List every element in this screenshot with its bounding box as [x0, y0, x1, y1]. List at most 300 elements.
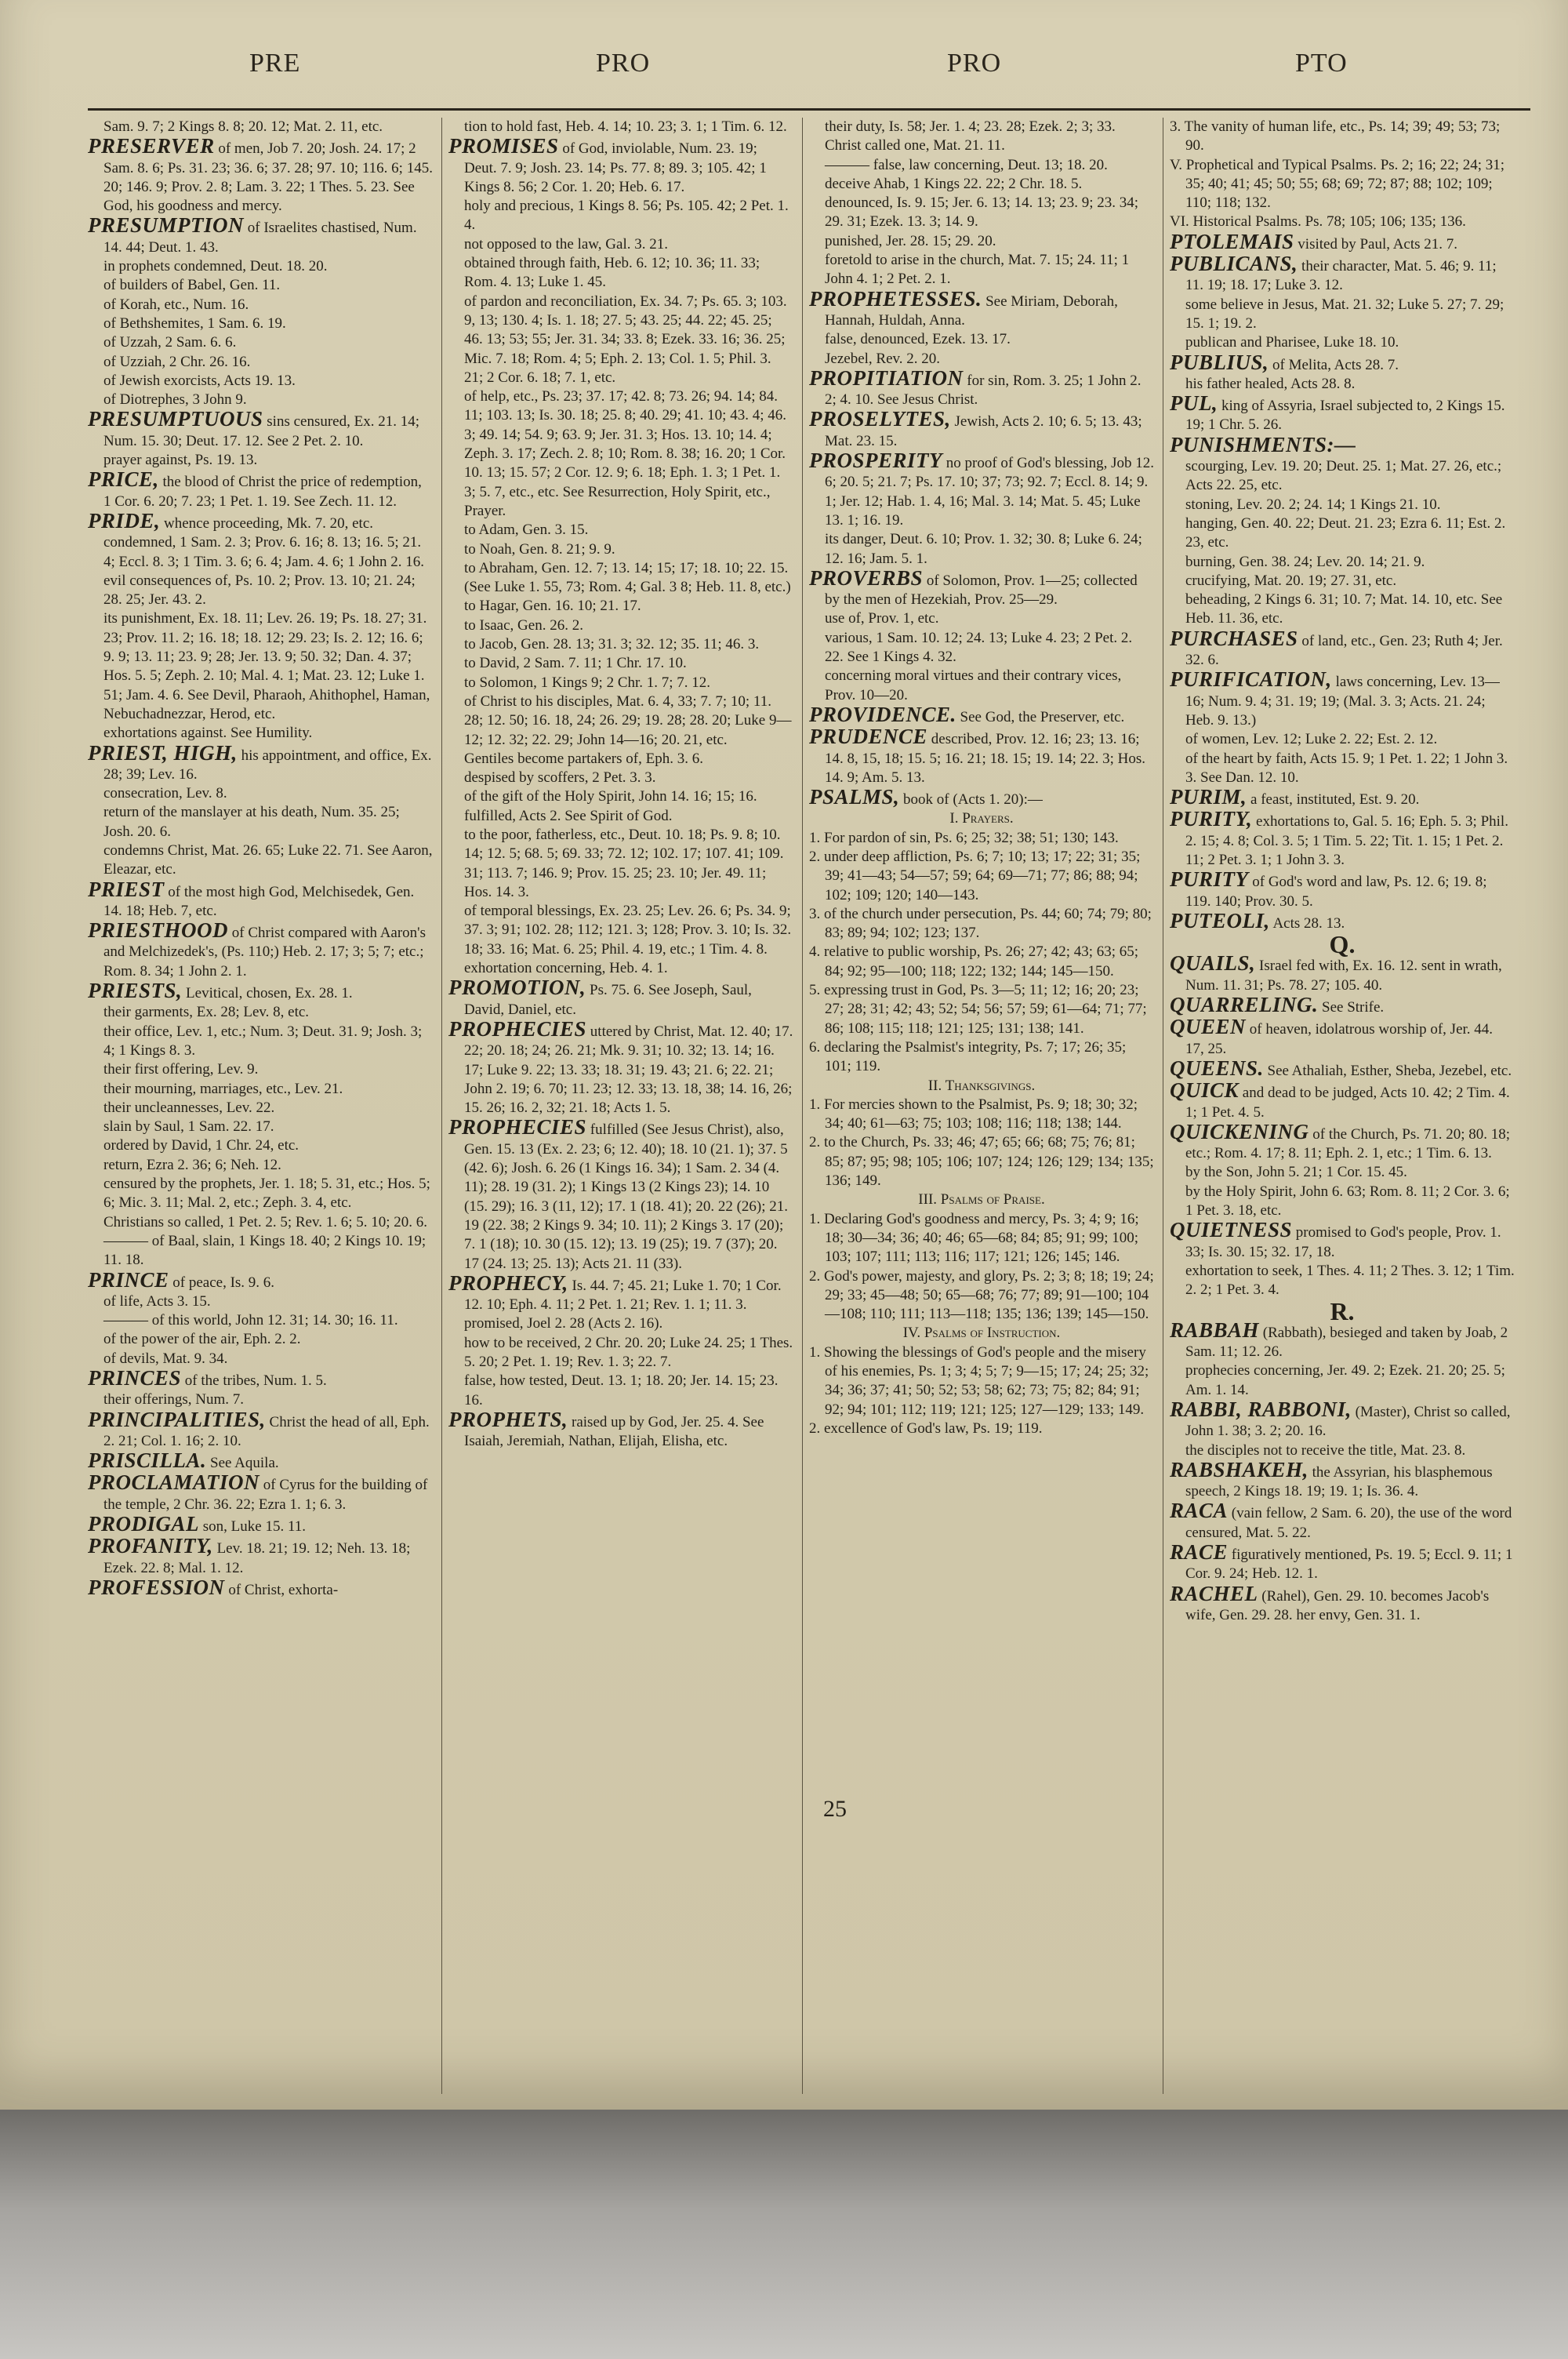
- entry-text: 3. of the church under persecution, Ps. 44; 60; 74; 79; 80; 83; 89; 94; 102; 123; 137.: [809, 905, 1152, 942]
- entry-text: 4. relative to public worship, Ps. 26; 27; 42; 43; 63; 65; 84; 92; 95—100; 118; 122; 132; 144; 145—150.: [809, 943, 1139, 980]
- entry-text: IV. Psalms of Instruction.: [902, 1325, 1061, 1342]
- subentry: [448, 1314, 793, 1333]
- index-entry: [1170, 1581, 1515, 1626]
- index-entry: [809, 286, 1154, 331]
- entry-keyword: PRIEST: [88, 877, 165, 901]
- entry-text: some believe in Jesus, Mat. 21. 32; Luke 5. 27; 7. 29; 15. 1; 19. 2.: [1185, 296, 1504, 332]
- entry-text: slain by Saul, 1 Sam. 22. 17.: [103, 1118, 274, 1136]
- subentry: [448, 235, 793, 254]
- index-entry: [809, 1419, 1154, 1438]
- entry-text: false, denounced, Ezek. 13. 17.: [825, 331, 1011, 348]
- entry-keyword: QUIETNESS: [1170, 1218, 1293, 1242]
- entry-keyword: PROFESSION: [88, 1575, 225, 1599]
- entry-text: ——— false, law concerning, Deut. 13; 18. 20.: [825, 156, 1108, 173]
- subentry: [448, 1372, 793, 1410]
- entry-text: See Aquila.: [206, 1455, 279, 1472]
- entry-text: promised to God's people, Prov. 1. 33; Is. 30. 15; 32. 17, 18.: [1185, 1224, 1501, 1260]
- entry-text: fulfilled (See Jesus Christ), also, Gen. 15. 13 (Ex. 2. 23; 6; 12. 40); 18. 10 (21. 1); 37. 5 (42. 6); Josh. 6. 26 (1 Kings 16. 34); 1 Sam. 2. 34 (4. 11); 28. 19 (31. 2); 1 Kings 13 (2 Kings 23); 14. 10 (15. 29); 16. 3 (11, 12); 17. 1 (18. 41); 20. 22 (26); 21. 19 (22. 38; 2 Kings 9. 34; 10. 11); 2 Kings 3. 17 (20); 7. 1 (18); 10. 30 (15. 12); 13. 19 (25); 19. 7 (37); 20. 17 (24. 13; 25. 13); Acts 21. 11 (33).: [464, 1121, 789, 1272]
- entry-keyword: PROPITIATION: [809, 365, 964, 390]
- entry-keyword: PROVIDENCE.: [809, 702, 956, 726]
- subentry: [1170, 1262, 1515, 1300]
- entry-text: to Hagar, Gen. 16. 10; 21. 17.: [464, 598, 641, 615]
- entry-text: evil consequences of, Ps. 10. 2; Prov. 13. 10; 21. 24; 28. 25; Jer. 43. 2.: [103, 572, 416, 609]
- index-entry: [88, 918, 433, 981]
- entry-text: of Christ, exhorta-: [224, 1581, 339, 1598]
- subentry: [88, 296, 433, 314]
- running-head-4: PTO: [1295, 49, 1348, 78]
- entry-text: to David, 2 Sam. 7. 11; 1 Chr. 17. 10.: [464, 655, 687, 672]
- index-entry: [1170, 118, 1515, 156]
- entry-text: 2. to the Church, Ps. 33; 46; 47; 65; 66; 68; 75; 76; 81; 85; 87; 95; 98; 105; 106; 107; 124; 126; 129; 134; 135; 136; 149.: [809, 1134, 1154, 1190]
- subentry: [88, 1311, 433, 1330]
- index-entry: [448, 1115, 793, 1273]
- index-entry: [809, 451, 1154, 530]
- index-column-3: [809, 118, 1154, 2102]
- index-entry: [448, 1407, 793, 1452]
- index-entry: [1170, 391, 1515, 435]
- entry-keyword: QUARRELING.: [1170, 993, 1319, 1017]
- section-heading: [809, 1324, 1154, 1343]
- entry-keyword: PRICE,: [88, 467, 159, 492]
- entry-keyword: PRODIGAL: [88, 1512, 200, 1536]
- index-entry: [1170, 951, 1515, 995]
- subentry: [88, 1232, 433, 1270]
- index-entry: [809, 1343, 1154, 1419]
- subentry: [809, 609, 1154, 628]
- entry-keyword: QUICKENING: [1170, 1119, 1309, 1143]
- index-entry: [809, 409, 1154, 451]
- index-entry: [1170, 1400, 1515, 1441]
- index-entry: [448, 1016, 793, 1118]
- running-head-3: PRO: [947, 49, 1002, 78]
- subentry: [448, 597, 793, 616]
- entry-text: false, how tested, Deut. 13. 1; 18. 20; Jer. 14. 15; 23. 16.: [464, 1372, 779, 1408]
- subentry: [809, 156, 1154, 175]
- section-heading: [809, 1190, 1154, 1209]
- entry-text: holy and precious, 1 Kings 8. 56; Ps. 105. 42; 2 Pet. 1. 4.: [464, 198, 789, 234]
- index-entry: [809, 981, 1154, 1038]
- subentry: [1170, 730, 1515, 749]
- entry-text: stoning, Lev. 20. 2; 24. 14; 1 Kings 21. 10.: [1185, 496, 1441, 513]
- entry-text: 2. excellence of God's law, Ps. 19; 119.: [809, 1419, 1043, 1437]
- entry-text: Ps. 75. 6. See Joseph, Saul, David, Daniel, etc.: [464, 982, 752, 1018]
- entry-text: of the power of the air, Eph. 2. 2.: [103, 1331, 301, 1348]
- entry-text: 1. Declaring God's goodness and mercy, Ps. 3; 4; 9; 16; 18; 30—34; 36; 40; 46; 65—68; 84; 85; 91; 99; 100; 103; 107; 111; 113; 116; 117; 121; 126; 145; 146.: [809, 1210, 1139, 1266]
- subentry: [448, 692, 793, 750]
- entry-text: of land, etc., Gen. 23; Ruth 4; Jer. 32. 6.: [1185, 632, 1503, 669]
- entry-text: of Korah, etc., Num. 16.: [103, 296, 249, 313]
- subentry: [1170, 1163, 1515, 1182]
- index-entry: [88, 740, 433, 785]
- index-entry: [1170, 809, 1515, 870]
- entry-text: of devils, Mat. 9. 34.: [103, 1350, 228, 1367]
- entry-keyword: QUEENS.: [1170, 1056, 1264, 1080]
- subentry: [448, 674, 793, 692]
- subentry: [88, 1023, 433, 1061]
- subentry: [448, 293, 793, 387]
- entry-text: 1. For pardon of sin, Ps. 6; 25; 32; 38; 51; 130; 143.: [809, 829, 1119, 846]
- column-divider: [802, 118, 803, 2094]
- entry-text: obtained through faith, Heb. 6. 12; 10. 36; 11. 33; Rom. 4. 13; Luke 1. 45.: [464, 255, 760, 291]
- subentry: [809, 136, 1154, 155]
- entry-text: the Assyrian, his blasphemous speech, 2 Kings 18. 19; 19. 1; Is. 36. 4.: [1185, 1463, 1493, 1500]
- index-entry: [809, 1096, 1154, 1134]
- entry-keyword: PRESUMPTUOUS: [88, 407, 263, 431]
- entry-text: of peace, Is. 9. 6.: [169, 1274, 275, 1291]
- subentry: [1170, 750, 1515, 788]
- index-entry: [1170, 350, 1515, 375]
- subentry: [88, 1213, 433, 1232]
- entry-text: Sam. 9. 7; 2 Kings 8. 8; 20. 12; Mat. 2. 11, etc.: [103, 118, 383, 135]
- entry-text: of Christ compared with Aaron's and Melchizedek's, (Ps. 110;) Heb. 2. 17; 3; 5; 7; etc.; Rom. 8. 34; 1 John 2. 1.: [103, 925, 426, 980]
- index-entry: [809, 787, 1154, 809]
- index-entry: [88, 467, 433, 511]
- entry-text: of pardon and reconciliation, Ex. 34. 7; Ps. 65. 3; 103. 9, 13; 130. 4; Is. 1. 18; 27. 5; 43. 25; 44. 22; 45. 25; 46. 13; 53; 55; Jer. 31. 34; 33. 8; Ezek. 33. 16; 36. 25; Mic. 7. 18; Rom. 4; 5; Eph. 2. 13; Col. 1. 5; Phil. 3. 21; 2 Cor. 6. 18; 7. 1, etc.: [464, 293, 787, 386]
- entry-text: prayer against, Ps. 19. 13.: [103, 452, 258, 469]
- entry-text: Lev. 18. 21; 19. 12; Neh. 13. 18; Ezek. 22. 8; Mal. 1. 12.: [103, 1540, 411, 1576]
- subentry: [448, 559, 793, 598]
- entry-text: by the Holy Spirit, John 6. 63; Rom. 8. 11; 2 Cor. 3. 6; 1 Pet. 3. 18, etc.: [1185, 1183, 1510, 1219]
- index-entry: [1170, 667, 1515, 730]
- entry-text: to Isaac, Gen. 26. 2.: [464, 616, 583, 634]
- entry-text: 2. God's power, majesty, and glory, Ps. 2; 3; 8; 18; 19; 24; 29; 33; 45—48; 50; 65—68; 76; 77; 89; 91—100; 104—108; 110; 111; 113—118; 135; 136; 139; 145—150.: [809, 1267, 1154, 1323]
- entry-text: of Bethshemites, 1 Sam. 6. 19.: [103, 314, 286, 332]
- entry-text: exhortations to, Gal. 5. 16; Eph. 5. 3; Phil. 2. 15; 4. 8; Col. 3. 5; 1 Tim. 5. 22; Tit. 1. 15; 1 Pet. 2. 11; 2 Pet. 3. 1; 1 John 3. 3.: [1185, 813, 1508, 868]
- subentry: [88, 1003, 433, 1022]
- page-number: 25: [823, 1796, 847, 1822]
- entry-keyword: PUTEOLI,: [1170, 908, 1270, 932]
- entry-text: their uncleannesses, Lev. 22.: [103, 1099, 275, 1116]
- index-column-1: [88, 118, 433, 2102]
- subentry: [88, 841, 433, 880]
- entry-text: condemns Christ, Mat. 26. 65; Luke 22. 71. See Aaron, Eleazar, etc.: [103, 841, 433, 878]
- entry-text: (vain fellow, 2 Sam. 6. 20), the use of the word censured, Mat. 5. 22.: [1185, 1505, 1512, 1541]
- section-heading: [809, 809, 1154, 828]
- subentry: [448, 826, 793, 902]
- index-entry: [809, 1210, 1154, 1267]
- entry-text: of life, Acts 3. 15.: [103, 1292, 211, 1310]
- entry-text: Q.: [1329, 930, 1356, 959]
- subentry: [88, 1060, 433, 1079]
- entry-keyword: PSALMS,: [809, 785, 900, 809]
- entry-text: consecration, Lev. 8.: [103, 785, 227, 802]
- entry-text: of women, Lev. 12; Luke 2. 22; Est. 2. 12.: [1185, 731, 1438, 748]
- entry-keyword: PROPHECY,: [448, 1270, 568, 1295]
- subentry: [1170, 496, 1515, 514]
- entry-text: of the Church, Ps. 71. 20; 80. 18; etc.; Rom. 4. 17; 8. 11; Eph. 2. 1, etc.; 1 Tim. 6. 13.: [1185, 1125, 1511, 1162]
- entry-text: use of, Prov. 1, etc.: [825, 610, 939, 627]
- subentry: [88, 372, 433, 391]
- entry-keyword: RABBAH: [1170, 1318, 1260, 1342]
- entry-text: of Uzzah, 2 Sam. 6. 6.: [103, 334, 237, 351]
- subentry: [809, 530, 1154, 569]
- header-rule: [88, 108, 1530, 111]
- index-entry: [88, 409, 433, 451]
- index-entry: [88, 1267, 433, 1292]
- index-entry: [448, 1270, 793, 1315]
- entry-keyword: QUAILS,: [1170, 951, 1256, 976]
- entry-text: Is. 44. 7; 45. 21; Luke 1. 70; 1 Cor. 12. 10; Eph. 4. 11; 2 Pet. 1. 21; Rev. 1. 1; 11. 3.: [464, 1277, 782, 1314]
- entry-keyword: QUEEN: [1170, 1015, 1247, 1039]
- entry-keyword: RABSHAKEH,: [1170, 1457, 1308, 1481]
- entry-keyword: QUICK: [1170, 1078, 1240, 1103]
- entry-keyword: PUBLIUS,: [1170, 350, 1269, 374]
- entry-keyword: PURCHASES: [1170, 626, 1298, 650]
- entry-keyword: PROFANITY,: [88, 1534, 213, 1558]
- entry-text: his father healed, Acts 28. 8.: [1185, 375, 1356, 392]
- entry-text: exhortation to seek, 1 Thes. 4. 11; 2 Thes. 3. 12; 1 Tim. 2. 2; 1 Pet. 3. 4.: [1185, 1262, 1515, 1299]
- running-head-2: PRO: [596, 49, 651, 78]
- index-entry: [88, 136, 433, 216]
- subentry: [1170, 553, 1515, 572]
- subentry: [448, 540, 793, 559]
- entry-text: foretold to arise in the church, Mat. 7. 15; 24. 11; 1 John 4. 1; 2 Pet. 2. 1.: [825, 252, 1130, 288]
- entry-text: whence proceeding, Mk. 7. 20, etc.: [160, 514, 373, 532]
- index-entry: [88, 981, 433, 1003]
- entry-text: of Jewish exorcists, Acts 19. 13.: [103, 372, 296, 389]
- subentry: [809, 629, 1154, 667]
- entry-text: to Jacob, Gen. 28. 13; 31. 3; 32. 12; 35. 11; 46. 3.: [464, 636, 760, 653]
- entry-keyword: PUNISHMENTS:—: [1170, 432, 1356, 456]
- index-column-4: [1170, 118, 1515, 2102]
- entry-text: prophecies concerning, Jer. 49. 2; Ezek. 21. 20; 25. 5; Am. 1. 14.: [1185, 1362, 1505, 1398]
- entry-text: of God's word and law, Ps. 12. 6; 19. 8; 119. 140; Prov. 30. 5.: [1185, 874, 1487, 910]
- index-entry: [88, 1514, 433, 1536]
- entry-keyword: PRESERVER: [88, 134, 215, 158]
- entry-text: Christians so called, 1 Pet. 2. 5; Rev. 1. 6; 5. 10; 20. 6.: [103, 1213, 428, 1230]
- entry-text: See Athaliah, Esther, Sheba, Jezebel, etc.: [1263, 1062, 1512, 1079]
- entry-text: scourging, Lev. 19. 20; Deut. 25. 1; Mat. 27. 26, etc.; Acts 22. 25, etc.: [1185, 458, 1502, 494]
- index-entry: [1170, 1501, 1515, 1543]
- entry-text: of temporal blessings, Ex. 23. 25; Lev. 26. 6; Ps. 34. 9; 37. 3; 91; 102. 28; 112; 121. 3; 128; Prov. 3. 10; Is. 32. 18; 33. 16; Mat. 6. 25; Phil. 4. 19, etc.; 1 Tim. 4. 8.: [464, 903, 792, 958]
- entry-keyword: RACE: [1170, 1540, 1229, 1565]
- entry-text: tion to hold fast, Heb. 4. 14; 10. 23; 3. 1; 1 Tim. 6. 12.: [464, 118, 787, 135]
- entry-keyword: PRIDE,: [88, 508, 161, 533]
- entry-keyword: PRINCIPALITIES,: [88, 1407, 266, 1431]
- entry-text: their garments, Ex. 28; Lev. 8, etc.: [103, 1004, 310, 1021]
- entry-keyword: PRIESTS,: [88, 979, 183, 1003]
- entry-text: of builders of Babel, Gen. 11.: [103, 277, 281, 294]
- index-entry: [809, 1038, 1154, 1077]
- entry-text: his appointment, and office, Ex. 28; 39; Lev. 16.: [103, 747, 432, 783]
- entry-text: visited by Paul, Acts 21. 7.: [1294, 235, 1458, 253]
- entry-text: its danger, Deut. 6. 10; Prov. 1. 32; 30. 8; Luke 6. 24; 12. 16; Jam. 5. 1.: [825, 531, 1142, 567]
- index-entry: [1170, 1056, 1515, 1081]
- section-heading: [809, 1077, 1154, 1096]
- entry-keyword: PROPHETS,: [448, 1407, 568, 1431]
- entry-text: how to be received, 2 Chr. 20. 20; Luke 24. 25; 1 Thes. 5. 20; 2 Pet. 1. 19; Rev. 1. 3; 22. 7.: [464, 1334, 793, 1370]
- background-surface: [0, 2110, 1568, 2359]
- subentry: [448, 387, 793, 521]
- entry-keyword: PRESUMPTION: [88, 213, 245, 238]
- index-entry: [1170, 1540, 1515, 1584]
- entry-text: Jewish, Acts 2. 10; 6. 5; 13. 43; Mat. 23. 15.: [825, 413, 1142, 449]
- entry-text: for sin, Rom. 3. 25; 1 John 2. 2; 4. 10. See Jesus Christ.: [825, 372, 1142, 409]
- running-head-1: PRE: [249, 49, 301, 78]
- entry-keyword: PROMOTION,: [448, 976, 586, 1000]
- entry-text: concerning moral virtues and their contrary vices, Prov. 10—20.: [825, 667, 1122, 703]
- index-entry: [1170, 1078, 1515, 1122]
- entry-keyword: RACHEL: [1170, 1581, 1258, 1605]
- entry-text: VI. Historical Psalms. Ps. 78; 105; 106; 135; 136.: [1170, 213, 1466, 231]
- subentry: [88, 333, 433, 352]
- entry-keyword: PROPHETESSES.: [809, 286, 982, 311]
- entry-keyword: PURITY,: [1170, 807, 1253, 831]
- entry-keyword: PRUDENCE: [809, 725, 928, 749]
- subentry: [88, 609, 433, 724]
- subentry: [809, 194, 1154, 232]
- index-entry: [88, 1366, 433, 1390]
- subentry: [88, 1156, 433, 1175]
- entry-keyword: PROPHECIES: [448, 1016, 587, 1041]
- index-column-2: [448, 118, 793, 2102]
- entry-text: exhortations against. See Humility.: [103, 725, 313, 742]
- index-entry: [1170, 626, 1515, 671]
- entry-text: son, Luke 15. 11.: [199, 1518, 306, 1536]
- entry-text: Israel fed with, Ex. 16. 12. sent in wrath, Num. 11. 31; Ps. 78. 27; 105. 40.: [1185, 958, 1502, 994]
- entry-text: described, Prov. 12. 16; 23; 13. 16; 14. 8, 15, 18; 15. 5; 16. 21; 18. 15; 19. 14; 22. 3; Hos. 14. 9; Am. 5. 13.: [825, 731, 1146, 786]
- entry-text: book of (Acts 1. 20):—: [899, 791, 1043, 809]
- entry-text: 6. declaring the Psalmist's integrity, Ps. 7; 17; 26; 35; 101; 119.: [809, 1038, 1127, 1075]
- entry-text: deceive Ahab, 1 Kings 22. 22; 2 Chr. 18. 5.: [825, 175, 1083, 192]
- subentry: [88, 353, 433, 372]
- index-entry: [809, 943, 1154, 981]
- entry-text: 5. expressing trust in God, Ps. 3—5; 11; 12; 16; 20; 23; 27; 28; 31; 42; 43; 52; 54; 56; 57; 59; 61—64; 71; 77; 86; 108; 115; 118; 121; 125; 131; 138; 141.: [809, 982, 1147, 1037]
- index-entry: [88, 1470, 433, 1514]
- entry-text: to the poor, fatherless, etc., Deut. 10. 18; Ps. 9. 8; 10. 14; 12. 5; 68. 5; 69. 33; 72. 12; 102. 17; 107. 41; 109. 31; 113. 7; 146. 9; Prov. 15. 25; 23. 10; Jer. 49. 11; Hos. 14. 3.: [464, 826, 784, 900]
- entry-keyword: PROSELYTES,: [809, 407, 951, 431]
- entry-text: various, 1 Sam. 10. 12; 24. 13; Luke 4. 23; 2 Pet. 2. 22. See 1 Kings 4. 32.: [825, 629, 1133, 666]
- entry-text: raised up by God, Jer. 25. 4. See Isaiah, Jeremiah, Nathan, Elijah, Elisha, etc.: [464, 1413, 764, 1450]
- entry-text: 3. The vanity of human life, etc., Ps. 14; 39; 49; 53; 73; 90.: [1170, 118, 1501, 154]
- entry-keyword: RABBI, RABBONI,: [1170, 1398, 1352, 1421]
- entry-text: fulfilled, Acts 2. See Spirit of God.: [464, 807, 673, 824]
- entry-text: See God, the Preserver, etc.: [956, 708, 1125, 725]
- entry-keyword: PRINCES: [88, 1366, 182, 1390]
- subentry: [88, 257, 433, 276]
- subentry: [809, 667, 1154, 705]
- subentry: [88, 1330, 433, 1349]
- entry-text: beheading, 2 Kings 6. 31; 10. 7; Mat. 14. 10, etc. See Heb. 11. 36, etc.: [1185, 591, 1503, 627]
- entry-keyword: PROPHECIES: [448, 1115, 587, 1140]
- entry-text: king of Assyria, Israel subjected to, 2 Kings 15. 19; 1 Chr. 5. 26.: [1185, 398, 1505, 434]
- entry-text: their duty, Is. 58; Jer. 1. 4; 23. 28; Ezek. 2; 3; 33.: [825, 118, 1116, 135]
- entry-text: return, Ezra 2. 36; 6; Neh. 12.: [103, 1156, 281, 1173]
- entry-text: to Noah, Gen. 8. 21; 9. 9.: [464, 540, 615, 558]
- subentry: [88, 314, 433, 333]
- subentry: [448, 197, 793, 235]
- entry-text: by the Son, John 5. 21; 1 Cor. 15. 45.: [1185, 1164, 1407, 1181]
- entry-keyword: PURIM,: [1170, 785, 1247, 809]
- entry-text: of the most high God, Melchisedek, Gen. 14. 18; Heb. 7, etc.: [103, 883, 415, 919]
- index-entry: [1170, 995, 1515, 1017]
- entry-text: burning, Gen. 38. 24; Lev. 20. 14; 21. 9.: [1185, 553, 1425, 570]
- index-entry: [809, 1267, 1154, 1325]
- column-divider: [441, 118, 442, 2094]
- entry-text: in prophets condemned, Deut. 18. 20.: [103, 258, 328, 275]
- entry-text: III. Psalms of Praise.: [918, 1191, 1045, 1209]
- index-entry: [809, 702, 1154, 727]
- entry-text: of Uzziah, 2 Chr. 26. 16.: [103, 353, 251, 370]
- entry-text: crucifying, Mat. 20. 19; 27. 31, etc.: [1185, 572, 1397, 589]
- index-entry: [1170, 787, 1515, 809]
- entry-text: of Cyrus for the building of the temple, 2 Chr. 36. 22; Ezra 1. 1; 6. 3.: [103, 1477, 428, 1513]
- entry-text: 1. Showing the blessings of God's people and the misery of his enemies, Ps. 1; 3; 4; 5; 7; 9—15; 17; 24; 25; 32; 34; 36; 37; 41; 50; 52; 53; 58; 62; 73; 75; 82; 84; 91; 92; 94; 101; 112; 119; 121; 125; 127—129; 133; 149.: [809, 1343, 1149, 1418]
- subentry: [88, 572, 433, 610]
- entry-text: See Miriam, Deborah, Hannah, Huldah, Anna.: [825, 293, 1118, 329]
- entry-text: to Adam, Gen. 3. 15.: [464, 522, 589, 539]
- index-entry: [809, 829, 1154, 848]
- subentry: [1170, 457, 1515, 496]
- index-entry: [1170, 1017, 1515, 1059]
- subentry: [88, 1118, 433, 1136]
- entry-text: of the gift of the Holy Spirit, John 14. 16; 15; 16.: [464, 788, 757, 805]
- subentry: [809, 251, 1154, 289]
- subentry: [448, 769, 793, 787]
- entry-text: of Solomon, Prov. 1—25; collected by the men of Hezekiah, Prov. 25—29.: [825, 572, 1138, 609]
- entry-text: Christ the head of all, Eph. 2. 21; Col. 1. 16; 2. 10.: [103, 1413, 430, 1449]
- entry-text: their mourning, marriages, etc., Lev. 21.: [103, 1080, 343, 1097]
- entry-text: Christ called one, Mat. 21. 11.: [825, 137, 1005, 154]
- entry-text: denounced, Is. 9. 15; Jer. 6. 13; 14. 13; 23. 9; 23. 34; 29. 31; Ezek. 13. 3; 14. 9.: [825, 194, 1139, 231]
- entry-text: despised by scoffers, 2 Pet. 3. 3.: [464, 769, 656, 787]
- entry-text: the disciples not to receive the title, Mat. 23. 8.: [1185, 1441, 1466, 1459]
- entry-keyword: PROCLAMATION: [88, 1470, 260, 1495]
- entry-text: of Diotrephes, 3 John 9.: [103, 391, 247, 409]
- entry-text: condemned, 1 Sam. 2. 3; Prov. 6. 16; 8. 13; 16. 5; 21. 4; Eccl. 8. 3; 1 Tim. 3. 6; 6. 4; Jam. 4. 6; 1 John 2. 16.: [103, 534, 425, 570]
- entry-text: their first offering, Lev. 9.: [103, 1061, 259, 1078]
- entry-keyword: PRISCILLA.: [88, 1448, 207, 1473]
- entry-text: figuratively mentioned, Ps. 19. 5; Eccl. 9. 11; 1 Cor. 9. 24; Heb. 12. 1.: [1185, 1547, 1513, 1583]
- subentry: [448, 750, 793, 769]
- subentry: [1170, 1361, 1515, 1400]
- index-entry: [1170, 1457, 1515, 1502]
- subentry: [448, 1334, 793, 1372]
- entry-text: See Strife.: [1318, 999, 1385, 1016]
- entry-text: (Master), Christ so called, John 1. 38; 3. 2; 20. 16.: [1185, 1404, 1511, 1440]
- entry-text: return of the manslayer at his death, Num. 35. 25; Josh. 20. 6.: [103, 804, 400, 840]
- entry-text: 2. under deep affliction, Ps. 6; 7; 10; 13; 17; 22; 31; 35; 39; 41—43; 54—57; 59; 64; 69—71; 77; 86; 88; 94; 102; 109; 120; 140—143.: [809, 848, 1141, 903]
- subentry: [809, 330, 1154, 349]
- entry-text: their character, Mat. 5. 46; 9. 11; 11. 19; 18. 17; Luke 3. 12.: [1185, 258, 1497, 294]
- entry-text: V. Prophetical and Typical Psalms. Ps. 2; 16; 22; 24; 31; 35; 40; 41; 45; 50; 55; 68; 69; 72; 87; 88; 102; 109; 110; 118; 132.: [1170, 156, 1505, 212]
- entry-keyword: PURITY: [1170, 867, 1249, 892]
- entry-text: ——— of this world, John 12. 31; 14. 30; 16. 11.: [103, 1312, 398, 1329]
- index-entry: [1170, 254, 1515, 296]
- index-entry: [88, 1448, 433, 1473]
- subentry: [1170, 514, 1515, 553]
- entry-keyword: PURIFICATION,: [1170, 667, 1332, 692]
- subentry: [1170, 572, 1515, 591]
- entry-keyword: PTOLEMAIS: [1170, 229, 1294, 253]
- entry-text: of the heart by faith, Acts 15. 9; 1 Pet. 1. 22; 1 John 3. 3. See Dan. 12. 10.: [1185, 750, 1508, 786]
- entry-text: (Rabbath), besieged and taken by Joab, 2 Sam. 11; 12. 26.: [1185, 1324, 1508, 1361]
- entry-text: their office, Lev. 1, etc.; Num. 3; Deut. 31. 9; Josh. 3; 4; 1 Kings 8. 3.: [103, 1023, 423, 1059]
- subentry: [1170, 591, 1515, 629]
- entry-text: Levitical, chosen, Ex. 28. 1.: [182, 985, 353, 1002]
- entry-text: of the tribes, Num. 1. 5.: [181, 1372, 327, 1389]
- entry-text: hanging, Gen. 40. 22; Deut. 21. 23; Ezra 6. 11; Est. 2. 23, etc.: [1185, 514, 1506, 551]
- subentry: [448, 787, 793, 806]
- entry-text: of men, Job 7. 20; Josh. 24. 17; 2 Sam. 8. 6; Ps. 31. 23; 36. 6; 37. 28; 97. 10; 116. 6; 145. 20; 146. 9; Prov. 2. 8; Lam. 3. 22; 1 Thes. 5. 23. See God, his goodness and mercy.: [103, 140, 433, 215]
- entry-text: their offerings, Num. 7.: [103, 1391, 245, 1408]
- entry-text: and dead to be judged, Acts 10. 42; 2 Tim. 4. 1; 1 Pet. 4. 5.: [1185, 1085, 1510, 1121]
- entry-text: II. Thanksgivings.: [927, 1077, 1036, 1094]
- entry-text: not opposed to the law, Gal. 3. 21.: [464, 235, 668, 253]
- entry-text: of Melita, Acts 28. 7.: [1269, 356, 1399, 373]
- subentry: [88, 533, 433, 572]
- entry-text: of help, etc., Ps. 23; 37. 17; 42. 8; 73. 26; 94. 14; 84. 11; 103. 13; Is. 30. 18; 25. 8; 40. 29; 41. 10; 43. 4; 46. 3; 49. 14; 54. 9; 63. 9; Jer. 31. 3; Hos. 13. 10; 14. 4; Zeph. 3. 17; Zech. 2. 8; 10; Rom. 8. 38; 16. 20; 1 Cor. 10. 13; 15. 57; 2 Cor. 12. 9; 6. 18; Eph. 1. 3; 1 Pet. 1. 3; 5. 7, etc., etc. See Resurrection, Holy Spirit, etc., Prayer.: [464, 388, 786, 519]
